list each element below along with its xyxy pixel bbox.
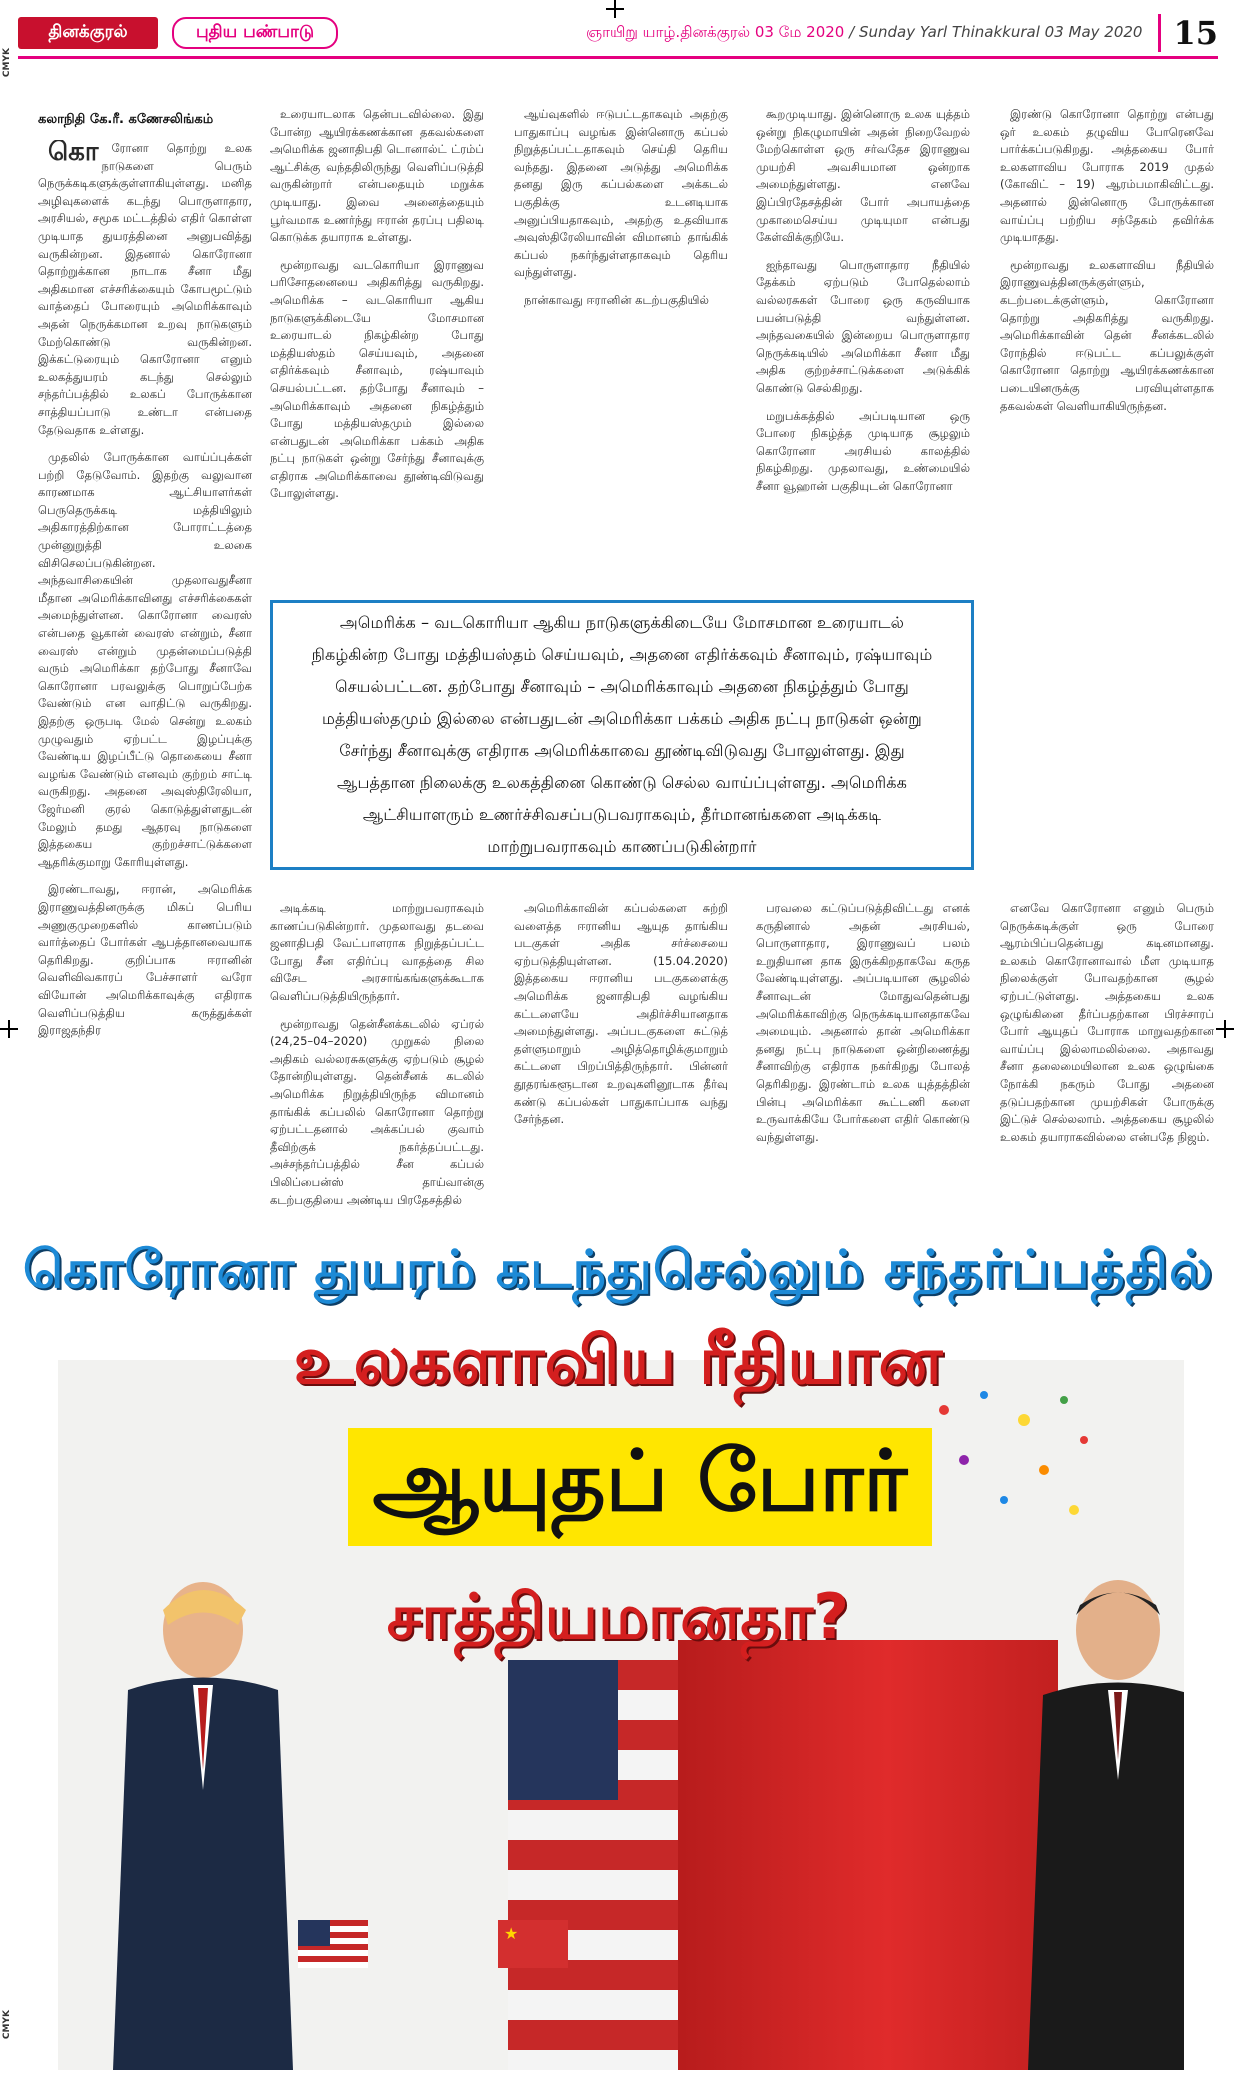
paragraph: முதலில் போருக்கான வாய்ப்புக்கள் பற்றி தேடுவோம். இதற்கு வலுவான காரணமாக ஆட்சியாளர்கள் பெருதெருக்கடி மத்தியிலும் அதிகாரத்திற்கான போராட்டத்தை முன்னுறுத்தி உலகை விசிசெலப்படுகின்றன. அந்தவாசிகையின் முதலாவதுசீனா மீதான அமெரிக்காவினது எச்சரிக்கைகள் அமைந்துள்ளன. கொரோனா வைரஸ் என்பதை வூகான் வைரஸ் என்றும், சீனா வைரஸ் என்றும் முதன்மைப்படுத்தி வரும் அமெரிக்கா தற்போது சீனாவே கொரோனா பரவலுக்கு பொறுப்பேற்க வேண்டும் என வாதிட்டு வருகிறது. இதற்கு ஒருபடி மேல் சென்று உலகம் முழுவதும் ஏற்பட்ட இழப்புக்கு வேண்டிய இழப்பீட்டு தொகையை சீனா வழங்க வேண்டும் எனவும் குற்றம் சாட்டி வருகிறது. அதனை அவுஸ்திரேலியா, ஜேர்மனி குரல் கொடுத்துள்ளதுடன் மேலும் தமது ஆதரவு நாடுகளை இத்தகைய குற்றச்சாட்டுக்களை ஆதரிக்குமாறு கோரியுள்ளது. xyxy=(38,450,252,869)
headline-question: சாத்தியமானதா? xyxy=(386,1580,850,1653)
us-flag-large xyxy=(508,1660,728,2070)
section-label: புதிய பண்பாடு xyxy=(172,17,338,49)
headline-highlight-box xyxy=(348,1428,932,1546)
paragraph: இரண்டாவது, ஈரான், அமெரிக்க இராணுவத்தினருக்கு மிகப் பெரிய அணுகுமுறைகளில் காணப்படும் வார்த்தைப் போர்கள் ஆபத்தானவையாக தெரிகிறது. குறிப்பாக ஈரானின் வெளிவிவகாரப் பேச்சாளர் வரோ வியோன் அமெரிக்காவுக்கு எதிராக வெளிப்படுத்திய கருத்துக்கள் இராஜதந்திர xyxy=(38,882,252,1038)
dateline xyxy=(586,23,1142,43)
paragraph: கூறமுடியாது. இன்னொரு உலக யுத்தம் ஒன்று நிகழுமாயின் அதன் நிறைவேறல் மேற்கொள்ள ஒரு சர்வதேச இராணுவ முயற்சி அவசியமான ஒன்றாக அமைந்துள்ளது. எனவே இப்பிரதேசத்தின் போர் அபாயத்தை முகாமைசெய்ய முடியுமா என்பது கேள்விக்குறியே. xyxy=(756,107,970,245)
registration-mark-left xyxy=(0,1020,18,1038)
paragraph: மூன்றாவது தென்சீனக்கடலில் ஏப்ரல் (24,25–04–2020) முறுகல் நிலை அதிகம் வல்லரசுகளுக்கு ஏற்படும் சூழல் தோன்றியுள்ளது. தென்சீனக் கடலில் அமெரிக்க நிறுத்தியிருந்த விமானம் தாங்கிக் கப்பலில் கொரோனா தொற்று ஏற்பட்டதனால் அக்கப்பல் குவாம் தீவிற்குக் நகர்த்தப்பட்டது. அச்சந்தர்ப்பத்தில் சீன கப்பல் பிலிப்பைன்ஸ் தாய்வான்கு கடற்பகுதியை அண்டிய பிரதேசத்தில் xyxy=(270,1016,484,1207)
article-column-1 xyxy=(38,140,252,1230)
paragraph: கொரோனா தொற்று உலக நாடுகளை பெரும் நெருக்கடிகளுக்குள்ளாகியுள்ளது. மனித அழிவுகளைக் கடந்து பொருளாதார, அரசியல், சமூக மட்டத்தில் எதிர் கொள்ள முடியாத துயரத்தினை அனுபவித்து வருகின்றன. இதனால் கொரோனா தொற்றுக்கான நாடாக சீனா மீது அதிகமான எச்சரிக்கையும் கோபமூட்டும் வாத்தைப் போரையும் அமெரிக்காவும் அதன் நெருக்கமான உறவு நாடுகளும் மேற்கொண்டு வருகின்றன. இக்கட்டுரையும் கொரோனா எனும் உலகத்துயரம் கடந்து செல்லும் சந்தர்ப்பத்தில் உலகப் போருக்கான சாத்தியப்பாடு உண்டா என்பதை தேடுவதாக உள்ளது. xyxy=(38,140,252,437)
page-number: 15 xyxy=(1158,14,1218,52)
newspaper-logo: தினக்குரல் xyxy=(18,17,158,49)
cmyk-strip-bottom: CMYK xyxy=(2,2010,12,2040)
us-table-flag xyxy=(298,1920,368,1968)
paragraph: நான்காவது ஈரானின் கடற்பகுதியில் xyxy=(524,292,709,307)
china-table-flag xyxy=(498,1920,568,1968)
article-column-5 xyxy=(1000,106,1214,896)
article-column-2-continued xyxy=(270,900,484,1230)
cmyk-strip-top: CMYK xyxy=(2,48,12,78)
article-column-5-continued xyxy=(1000,900,1214,1230)
paragraph: மூன்றாவது வடகொரியா இராணுவ பரிசோதனையை அதிகரித்து வருகிறது. அமெரிக்க – வடகொரியா ஆகிய நாடுகளுக்கிடையே மோசமான உரையாடல் நிகழ்கின்ற போது மத்தியஸ்தம் செய்யவும், அதனை எதிர்க்கவும் சீனாவும், ரஷ்யாவும் செயல்பட்டன. தற்போது சீனாவும் – அமெரிக்காவும் அதனை நிகழ்த்தும் போது மத்தியஸ்தமும் இல்லை என்பதுடன் அமெரிக்கா பக்கம் அதிக நட்பு நாடுகள் ஒன்று சேர்ந்து சீனாவுக்கு எதிராக அமெரிக்காவை தூண்டிவிடுவது போலுள்ளது. xyxy=(270,257,484,501)
paragraph: ஐந்தாவது பொருளாதார நீதியில் தேக்கம் ஏற்படும் போதெல்லாம் வல்லரசுகள் போரை ஒரு கருவியாக பயன்படுத்தி வந்துள்ளன. அந்தவகையில் இன்றைய பொருளாதார நெருக்கடியில் அமெரிக்கா சீனா மீது அதிக குற்றச்சாட்டுக்களை அடுக்கிக் கொண்டு செல்கிறது. xyxy=(756,257,970,395)
page-header xyxy=(18,10,1218,59)
article-column-2 xyxy=(270,106,484,586)
dateline-english: / Sunday Yarl Thinakkural 03 May 2020 xyxy=(849,23,1143,41)
paragraph: மறுபக்கத்தில் அப்படியான ஒரு போரை நிகழ்த்த முடியாத சூழலும் கொரோனா அரசியல் காலத்தில் நிகழ்கிறது. முதலாவது, உண்மையில் சீனா வூஹான் பகுதியுடன் கொரோனா xyxy=(756,408,970,493)
paragraph: அடிக்கடி மாற்றுபவராகவும் காணப்படுகின்றார். முதலாவது தடவை ஜனாதிபதி வேட்பாளராக நிறுத்தப்பட்ட போது சீன எதிர்ப்பு வாதத்தை சில விசேட அரசாங்கங்களுக்கூடாக வெளிப்படுத்தியிருந்தார். xyxy=(270,901,484,1003)
paragraph: இரண்டு கொரோனா தொற்று என்பது ஒர் உலகம் தழுவிய போரெனவே பார்க்கப்படுகிறது. அத்தகைய போர் உலகளாவிய போராக 2019 முதல் (கோவிட் – 19) ஆரம்பமாகிவிட்டது. அதனால் இன்னொரு போருக்கான வாய்ப்பு பற்றிய சந்தேகம் தவிர்க்க முடியாதது. xyxy=(1000,107,1214,245)
paragraph: பரவலை கட்டுப்படுத்திவிட்டது எனக் கருதினால் அதன் அரசியல், பொருளாதார, இராணுவப் பலம் உறுதியான தாக இருக்கிறதாகவே கருத வேண்டியுள்ளது. அப்படியான சூழலில் சீனாவுடன் மோதுவதென்பது அமெரிக்காவிற்கு நெருக்கடியானதாகவே அமையும். அதனால் தான் அமெரிக்கா தனது நட்பு நாடுகளை ஒன்றிணைத்து சீனாவிற்கு எதிராக நகர்கிறது போலத் தெரிகிறது. இரண்டாம் உலக யுத்தத்தின் பின்பு அமெரிக்கா கூட்டணி களை உருவாக்கியே போர்களை எதிர் கொண்டு வந்துள்ளது. xyxy=(756,901,970,1144)
article-column-3 xyxy=(514,106,728,586)
us-flag-canton xyxy=(508,1660,618,1800)
paragraph: எனவே கொரோனா எனும் பெரும் நெருக்கடிக்குள் ஒரு போரை ஆரம்பிப்பதென்பது கடினமானது. உலகம் கொரோனாவால் மீள முடியாத நிலைக்குள் போவதற்கான சூழல் ஏற்பட்டுள்ளது. அத்தகைய உலக ஒழுங்கினை தீர்ப்பதற்கான பிரச்சாரப் போர் ஆயுதப் போராக மாறுவதற்கான வாய்ப்பு இல்லாமலில்லை. அதாவது சீனா தலைமையிலான உலக ஒழுங்கை நோக்கி நகரும் போது அதனை தடுப்பதற்கான முயற்சிகள் போருக்கு இட்டுச் செல்லலாம். அத்தகைய சூழலில் உலகம் தயாராகவில்லை என்பதே நிஜம். xyxy=(1000,901,1214,1144)
article-byline: கலாநிதி கே.ரீ. கணேசலிங்கம் xyxy=(38,112,214,127)
china-flag-large xyxy=(678,1640,1058,2070)
paragraph: உரையாடலாக தென்படவில்லை. இது போன்ற ஆயிரக்கணக்கான தகவல்களை அமெரிக்க ஜனாதிபதி டொனால்ட் ட்ரம்ப் ஆட்சிக்கு வந்ததிலிருந்து வெளிப்படுத்தி வருகின்றார் என்பதையும் மறுக்க முடியாது. இவை அனைத்தையும் பூர்வமாக உணர்ந்து ஈரான் தரப்பு பதிலடி கொடுக்க தயாராக உள்ளது. xyxy=(270,107,484,245)
article-column-4 xyxy=(756,106,970,586)
article-column-4-continued xyxy=(756,900,970,1230)
pull-quote-text: அமெரிக்க – வடகொரியா ஆகிய நாடுகளுக்கிடையே மோசமான உரையாடல் நிகழ்கின்ற போது மத்தியஸ்தம் செய்யவும், அதனை எதிர்க்கவும் சீனாவும், ரஷ்யாவும் செயல்பட்டன. தற்போது சீனாவும் – அமெரிக்காவும் அதனை நிகழ்த்தும் போது மத்தியஸ்தமும் இல்லை என்பதுடன் அமெரிக்கா பக்கம் அதிக நட்பு நாடுகள் ஒன்று சேர்ந்து சீனாவுக்கு எதிராக அமெரிக்காவை தூண்டிவிடுவது போலுள்ளது. இது ஆபத்தான நிலைக்கு உலகத்தினை கொண்டு செல்ல வாய்ப்புள்ளது. அமெரிக்க ஆட்சியாளரும் உணர்ச்சிவசப்படுபவராகவும், தீர்மானங்களை அடிக்கடி மாற்றுபவராகவும் காணப்படுகின்றார் xyxy=(311,613,933,856)
headline-main: உலகளாவிய ரீதியான xyxy=(293,1322,943,1399)
paragraph: ஆய்வுகளில் ஈடுபட்டதாகவும் அதற்கு பாதுகாப்பு வழங்க இன்னொரு கப்பல் நிறுத்தப்பட்டதாகவும் செய்தி தெரிய வந்தது. இதனை அடுத்து அமெரிக்க தனது இரு கப்பல்களை அக்கடல் பகுதிக்கு உடனடியாக அனுப்பியதாகவும், அதற்கு உதவியாக அவுஸ்திரேலியாவின் விமானம் தாங்கிக் கப்பல் நகர்ந்துள்ளதாகவும் தெரிய வந்துள்ளது. xyxy=(514,107,728,280)
headline-highlight-text: ஆயுதப் போர் xyxy=(372,1432,908,1530)
registration-mark-right xyxy=(1216,1020,1234,1038)
paragraph: மூன்றாவது உலகளாவிய நீதியில் இராணுவத்தினருக்குள்ளும், கடற்படைக்குள்ளும், கொரோனா தொற்று அதிகரித்து வருகிறது. அமெரிக்காவின் தென் சீனக்கடலில் ரோந்தில் ஈடுபட்ட கப்பலுக்குள் கொரோனா தொற்று ஆயிரக்கணக்கான படையினருக்கு பரவியுள்ளதாக தகவல்கள் வெளியாகியிருந்தன. xyxy=(1000,257,1214,413)
article-column-3-continued xyxy=(514,900,728,1230)
headline-kicker: கொரோனா துயரம் கடந்துசெல்லும் சந்தர்ப்பத்தில் xyxy=(22,1240,1214,1300)
paragraph: அமெரிக்காவின் கப்பல்களை சுற்றி வளைத்த ஈரானிய ஆயுத தாங்கிய படகுகள் அதிக சர்ச்சையை ஏற்படுத்தியுள்ளன. (15.04.2020) இத்தகைய ஈரானிய படகுகளைக்கு அமெரிக்க ஜனாதிபதி வழங்கிய கட்டளையே அதிர்ச்சியானதாக அமைந்துள்ளது. அப்படகுகளை சுட்டுத் தள்ளுமாறும் அழித்தொழிக்குமாறும் கட்டளை பிறப்பித்திருந்தார். பின்னர் தூதரங்களூடான உறவுகளினூடாக தீர்வு கண்டு கப்பல்கள் பாதுகாப்பாக வந்து சேர்ந்தன. xyxy=(514,901,728,1127)
pull-quote-box xyxy=(270,600,974,870)
dateline-tamil: ஞாயிறு யாழ்.தினக்குரல் 03 மே 2020 xyxy=(586,23,845,41)
